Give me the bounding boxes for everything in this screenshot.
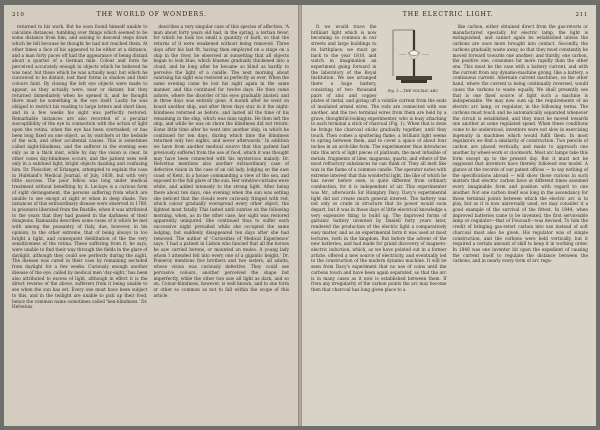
voltaic-arc-figure [381,26,447,93]
page-number-right: 211 [575,12,588,18]
left-column-1-text: returned to his work. But he soon found himself unable to calculate distances, tumbling over things which seemed to be some distance from him, and seizing to descend steps down which he fell because he thought he had not reached them. At other times a face of his appeared to be either at a distance, and a man forty paces off had the appearance of being distant about a quarter of a German mile. Colour and form he perceived accurately enough in objects which he believed he was near, but those which he was actually near, but which he conceived to be distant, lost their forms in shadow and their colours faint. By closing the left eye objects were made to appear, as they actually were, near or distant; but they returned immediately when he opened it, and he thought there must be something in the eye itself. Lastly he was obliged to restrict his reading to large letters and short lines, and in a few weeks his sight was perfectly restored. Remarkable instances are also recorded of a peculiar susceptibility of the eye in connection with the action of light upon the retina, when the eye has been overtasked, or has been long fixed on one object, as by watchers at the bedside of the sick, and other accidental causes. This is sometimes called night-blindness, and the sufferer in the evening sees only as in a thick mist, while by day the vision is clear. In other cases day-blindness occurs, and the patient sees well only in a subdued light, bright objects dazzling and confusing him. Dr. Fleischer, of Erlangen, attempted to explain the case in Hufeland's Medical Journal, of July, 1838, but with very little success. The poor fellow was long under medical treatment without benefiting by it. Lecluye is a curious form of sight derangement, the persons suffering from which are unable to see except at sight or when in deep shade. Two instances of this extraordinary disease were observed in 1769, in prisoners liberated from the Bastille, when it was attributed to the years that they had passed in the darkness of their dungeons. Ramazzini describes some cases of it which he met with among the peasantry of Italy, due, however, in his opinion, to the other extreme, that of being always in too bright a light, and consequent debilitation of the the very sensitiveness of the retina. These suffering from it, he says, were unable to find their way through the fields in the glare of daylight, although they could see perfectly during the night. The disease was cured in their case by remaining secluded from daylight for a few weeks. Curiously enough another disease of the eye, called by medical men 'day-sight,' has been also attributed to excess of light, although in effect it is the direct reverse of the above, sufferers from it being unable to see when the sun has set. Every one must have been subject to this, and in the twilight are unable to pick up their food, hence the common name sometimes called 'hen-blindness.' Dr. Helvetius [12,25,148,311]
running-title-right: THE ELECTRIC LIGHT. [402,11,494,18]
left-page-columns [12,25,289,311]
right-column-2-text: like carbon, either obtained direct from the gas-retorts or manufactured specially for electric lamp, the light is extinguished, and cannot again be established unless the carbons are once more brought into contact. Secondly, the carbons gradually waste away, so that they must constantly be moved forward towards one another; and thirdly, one carbon, the positive one, consumes far more rapidly than the other one. This must be the case with a battery current, and with the current from any dynamo-machine giving, like a battery, a continuous current. Alternate current machines, on the other hand, where the current is being continually reversed, would cause the carbons to waste equally. We shall presently see that is one fixed source of light such a machine is indispensable. We may now sum up the requirements of an electric arc lamp, or regulator, in the following terms. The carbons must touch and be automatically separated whenever the circuit is established, and they must be moved towards one another at some regulated speed. When these conditions come to be understood, inventors were not slow in exercising ingenuity in machines which would fulfil them. In most regulators we find a similarity of construction. Two pencils of carbon are placed vertically, and made to approach one another by wheel-work or clockwork. Most arc lamps take this form except up to the present day. But it must not be supposed that inventors have thereby followed one model. A glance at the records of our patent offices — to say nothing of the specifications abroad — will show those curious in such matters that electric carbon have at different times assumed every imaginable form and position with regard to one another. Not one carbon itself was long in the ascendancy for those terminal points between which the electric arc is to play, but as it is now universally used, we may consider it a good example of the survival of the fittest. In 1844, when improved batteries came to be invented, the first serviceable lamp or regulator—that of Foucault—was devised. To him the credit of bringing gas-retort carbon into use instead of soft charcoal must also be given. His regulator was of simple construction, and the carbons were held vertically, but it required a certain amount of skill to keep it in working order. In 1848 was one inventor hit upon the expedient of causing the current itself to regulate the distance between the carbons, and in nearly every form of arc regu- [452,25,588,265]
running-head-right [311,11,588,19]
left-column-1 [12,25,148,311]
right-column-2 [453,25,589,294]
voltaic-arc-illustration [381,26,447,88]
left-column-2 [154,25,290,311]
page-number-left: 210 [12,12,25,18]
right-page [302,5,596,426]
running-title-left: THE WORLD OF WONDERS. [96,11,207,18]
figure-caption: Fig. 1.—THE VOLTAIC ARC. [387,89,440,93]
right-column-1 [311,25,447,294]
right-page-columns [311,25,588,294]
running-head-left [12,11,289,19]
left-page [4,5,298,426]
right-column-1-text: It we would trace the brilliant light which is now becoming so common in our streets and large buildings to its birthplace, we must go back to the year 1810, and watch in imagination an experiment going forward in the laboratory of the Royal Institution. We see arranged there a huge battery, consisting of two thousand pairs of zinc and copper plates of metal, and giving off a volatile current from the ends of insulated armed wires. The rods are connected with one another, and the two terminal wires from them are held by a grave, thoughtful-looking experimenter, who is busy attaching to each terminal a stick of charcoal (Fig. 1). When that is done he brings the charcoal sticks gradually together, until they touch. Then comes a sputtering flame, a brilliant light seems to spring between them, and to cover a space of about four inches in an arch-like form. The experimenter thus introduces into this arch of light pieces of platinum, the most infusible of metals, fragments of lime, magnesia, quartz, and others of the most refractory substances he can think of. They all melt like wax in the flame of a common candle. The operator notes with extreme interest that this wonderful light, the like of which he has never before seen, is quite different from ordinary combustion, for it is independent of air. This experimenter was Mr., afterwards Sir Humphry Davy. Davy's experimental light did not create much general interest. The battery was not only so crude in structure that its power would soon depart, but it was in those days of little electrical knowledge a very expensive thing to build up. The improved forms of galvanic battery invented by Daniell forty years later, rendered the production of the electric light a comparatively easy matter, and as an experimental form it was used at most lectures, both in the kingdom. But before the advent of the new batteries, and had made for grand discovery of magneto-electric induction, which, as we have pointed out in a former article, offered a new source of electricity, and eventually led to the construction of the modern dynamo machine. It will be seen from Davy's experiment that no use of coins until the carbons touch and have been again separated, so that the arc is in many cases as it now is established between them. If from any irregularity of the carbon points the arc may become then that charcoal has long given place to a [311,25,447,294]
left-column-2-text: describes a very singular case of this species of affection. 'A man about forty years old had, in the spring, a tertian fever, for which he took too small a quantity of bark, so that the returns of it were weakened without being removed. Three days after his last fit, having then employed on a stage on a ship in the river, he observed at sunsetting that all objects began to look blue, which bluenes gradually thickened into a cloud; and he long after he became so blind as hardly to perceive the light of a candle. The next morning about sunrising his sight was restored as perfectly as ever. When the same evening came he lost his sight again in the same manner, and this continued for twelve days. He then came ashore, where the disorder of his eyes gradually abated, and in three days was entirely gone. A month after he went on board another ship, and after three days stay in it the night-blindness returned as before, and lasted all the time of his remaining in the ship, which was nine nights. He then left the ship, and while he was on shore the blindness did not return. Some little time after he went into another ship, in which he continued for ten days, during which time the blindness returned only two nights, and never afterwards.' In addition we have from another medical source that this patient had previously suffered from the use of food, which it was thought may have been connected with his mysterious malady. Dr. Helvetius mentions also another extraordinary case of defective vision in the case of an old lady, lodging on the east coast of Kent, in a house commanding a view of the sea, and exposed to the full glare of the sun. Her window-curtains were white, and added intensely to the strong light. After being there about ten days, one evening when the sun was setting she noticed that the clouds were curiously fringed with red, which colour gradually overspread every other object, the lightest most fatally. This lasted until sunrise on the following morning, when, as in the other case, her sight was restored apparently uninjured. She continued thus to suffer each successive night prevailed while she occupied the same lodging, but suddenly disappeared ten days after she had removed. The author of 'Curiosities of Medical Experience' says: 'I had a patient in Lisbon who fancied that all the horses he saw carried herons, or mounted on mules. A young lady whom I attended fell into every one of a gigantic height.' Dr. Pomeroy mentions five brothers and two sisters, all adults, whose vision was curiously defective. They could see pervasive colours, another perceived the shape but imperfectly, while the other two saw all light as dark, and so on. Colour-blindness, however, is well known, and to one form or other so common as not to fall within the scope of this article. [153,25,289,299]
